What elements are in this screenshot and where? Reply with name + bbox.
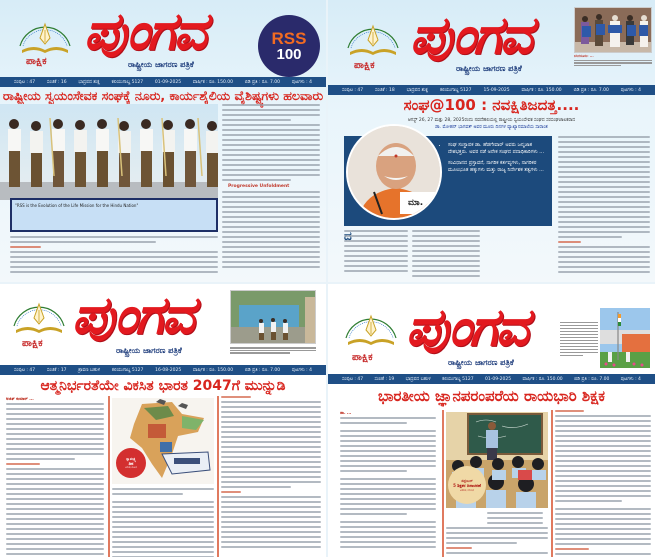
volume: ಸಂಪುಟ : 47	[342, 377, 364, 382]
masthead-tagline: ರಾಷ್ಟ್ರೀಯ ಜಾಗರಣ ಪತ್ರಿಕೆ	[116, 346, 182, 355]
lunar-month: ಭಾದ್ರಪದ ಶುಕ್ಲ	[78, 80, 100, 85]
parade-photo	[0, 104, 218, 200]
lead-headline: ಭಾರತೀಯ ಜ್ಞಾನಪರಂಪರೆಯ ರಾಯಭಾರಿ ಶಿಕ್ಷಕ	[377, 387, 606, 405]
text-column-1	[340, 410, 436, 557]
text-column-3	[221, 396, 321, 557]
annual-price: ವಾರ್ಷಿಕ : ರೂ. 150.00	[192, 368, 234, 373]
issue-number: ಸಂಚಿಕೆ : 18	[375, 88, 395, 93]
photo-caption-box	[10, 198, 218, 232]
issue-info-bar	[0, 77, 326, 87]
india-map-illustration	[112, 398, 214, 484]
byline: ಅಜಿತ್ ಕುಮಾರ್ ...	[6, 396, 34, 401]
teachers-day-badge	[448, 466, 486, 504]
inline-highlight: Progressive Unfoldment	[228, 184, 290, 189]
page-count: ಪುಟಗಳು : 4	[620, 377, 641, 382]
issue-date: 16-08-2025	[155, 367, 182, 373]
lunar-month: ಶ್ರಾವಣ ಬಹುಳ	[78, 368, 101, 373]
issue-number: ಸಂಚಿಕೆ : 17	[46, 368, 67, 373]
badge-line-1: ಸೆಪ್ಟೆಂಬರ್	[461, 478, 473, 483]
nameplate-text: ಮಾ.	[408, 198, 424, 208]
lead-headline: ಸಂಘ@100 : ನವಕ್ಷಿತಿಜದತ್ತ....	[403, 96, 580, 114]
teaser-photo	[574, 7, 652, 53]
single-copy-price: ಬಿಡಿ ಪ್ರತಿ : ರೂ. 7.00	[574, 377, 610, 382]
page-count: ಪುಟಗಳು : 4	[620, 88, 641, 93]
independence-day-badge	[116, 448, 146, 478]
masthead-title: ಪುಂಗವ	[410, 5, 531, 66]
pen-book-logo-icon	[14, 12, 76, 58]
page-count: ಪುಟಗಳು : 4	[291, 368, 312, 373]
newspaper-page-issue-1	[0, 0, 326, 282]
text-column-2	[446, 512, 548, 557]
photo-caption-quote: "RSS is the Evolution of the Life Mission for the Hindu Nation"	[15, 203, 139, 208]
speaker-portrait-photo	[346, 124, 442, 220]
text-column-1	[344, 230, 408, 282]
badge-line-3: ವಿಶೇಷ ಲೇಖನ	[125, 466, 137, 469]
text-column-3	[555, 410, 651, 557]
flag-hoisting-photo	[600, 308, 650, 368]
single-copy-price: ಬಿಡಿ ಪ್ರತಿ : ರೂ. 7.00	[244, 368, 281, 373]
masthead-tagline: ರಾಷ್ಟ್ರೀಯ ಜಾಗರಣ ಪತ್ರಿಕೆ	[448, 358, 514, 367]
issue-info-bar	[0, 365, 326, 375]
issue-info-bar	[328, 85, 655, 95]
issue-date: 15-09-2025	[483, 87, 510, 93]
masthead-title: ಪುಂಗವ	[84, 1, 205, 62]
lead-subline-1: ಆಗಸ್ಟ್ 26, 27 ಮತ್ತು 28, 2025ರಂದು ನವದೆಹಲಿಯಲ್ಲಿ ರಾಷ್ಟ್ರೀಯ ಸ್ವಯಂಸೇವಕ ಸಂಘದ ಸರಸಂಘಚಾಲಕರಾದ	[407, 118, 576, 123]
lead-subline-2: ಡಾ. ಮೋಹನ್ ಭಾಗವತ್ ಅವರ ಮೂರು ದಿನಗಳ ವ್ಯಾಖ್ಯಾನಮಾಲೆಯ ಸಾರಾಂಶ	[435, 125, 548, 130]
right-text-column	[222, 104, 320, 280]
key-point-1: • ಸಂಘ ಸಂಸ್ಥಾಪಕ ಡಾ. ಹೆಡಗೇವಾರ್ ಅವರು ಜನ್ಮಜಾತ ದೇಶಭಕ್ತರು. ಅವರ ನಡೆ ಅನೇಕ ಸಂಘದ ಪದಾಧಿಕಾರಿಗಳು ...	[448, 142, 546, 156]
column-divider	[108, 396, 110, 557]
byline: ಡಾ. ...	[340, 410, 352, 415]
periodical-label: ಪಾಕ್ಷಿಕ	[352, 352, 373, 363]
text-column-3	[558, 136, 650, 282]
badge-line-2: ದಿನ	[128, 461, 134, 466]
single-copy-price: ಬಿಡಿ ಪ್ರತಿ : ರೂ. 7.00	[244, 80, 281, 85]
badge-line-1: ಸ್ವಾತಂತ್ರ್ಯ	[126, 457, 136, 461]
text-column-1	[6, 396, 104, 557]
teaser-caption	[560, 320, 598, 358]
text-column-2	[412, 230, 480, 282]
newspaper-page-issue-4	[328, 284, 655, 557]
badge-line-2: 5 ಶಿಕ್ಷಕರ ದಿನಾಚರಣೆ	[453, 482, 481, 488]
rss100-badge	[258, 15, 320, 77]
lead-headline: ಆತ್ಮನಿರ್ಭರತೆಯೇ ವಿಕಸಿತ ಭಾರತ 2047ಗೆ ಮುನ್ನುಡಿ	[40, 378, 286, 394]
issue-info-bar	[328, 374, 655, 384]
issue-number: ಸಂಚಿಕೆ : 19	[374, 377, 395, 382]
bottom-text-block	[10, 236, 218, 280]
teaser-caption-text: ಬೆಂಗಳೂರು: ...	[574, 54, 594, 58]
rss-badge-top: RSS	[271, 28, 307, 48]
periodical-label: ಪಾಕ್ಷಿಕ	[22, 338, 43, 349]
teaser-caption	[574, 54, 652, 67]
column-divider	[442, 410, 444, 557]
annual-price: ವಾರ್ಷಿಕ : ರೂ. 150.00	[521, 88, 562, 93]
annual-price: ವಾರ್ಷಿಕ : ರೂ. 150.00	[522, 377, 563, 382]
masthead	[0, 0, 326, 74]
teaser-photo	[230, 290, 316, 344]
pen-book-logo-icon	[8, 292, 70, 338]
classroom-photo	[446, 412, 548, 508]
era-year: ಕಲಿಯುಗಾಬ್ದ 5127	[111, 80, 144, 85]
newspaper-page-issue-3	[0, 284, 326, 557]
column-divider	[551, 410, 553, 557]
lunar-month: ಭಾದ್ರಪದ ಶುಕ್ಲ	[406, 88, 429, 93]
column-divider	[217, 396, 219, 557]
issue-date: 01-09-2025	[484, 376, 512, 382]
pen-book-logo-icon	[342, 14, 404, 60]
issue-date: 01-09-2025	[154, 79, 182, 85]
annual-price: ವಾರ್ಷಿಕ : ರೂ. 150.00	[192, 80, 233, 85]
pen-book-logo-icon	[340, 304, 402, 350]
masthead-tagline: ರಾಷ್ಟ್ರೀಯ ಜಾಗರಣ ಪತ್ರಿಕೆ	[128, 60, 194, 69]
text-column-2	[112, 488, 214, 557]
lead-headline: ರಾಷ್ಟ್ರೀಯ ಸ್ವಯಂಸೇವಕ ಸಂಘಕ್ಕೆ ನೂರು, ಕಾರ್ಯಶೈಲಿಯ ವೈಶಿಷ್ಟ್ಯಗಳು ಹಲವಾರು	[2, 88, 324, 103]
periodical-label: ಪಾಕ್ಷಿಕ	[354, 60, 375, 71]
volume: ಸಂಪುಟ : 47	[14, 80, 36, 85]
volume: ಸಂಪುಟ : 47	[14, 368, 36, 373]
single-copy-price: ಬಿಡಿ ಪ್ರತಿ : ರೂ. 7.00	[573, 88, 609, 93]
era-year: ಕಲಿಯುಗಾಬ್ದ 5127	[440, 88, 472, 93]
badge-line-3: ವಿಶೇಷ ಲೇಖನ	[459, 487, 475, 492]
era-year: ಕಲಿಯುಗಾಬ್ದ 5127	[442, 377, 474, 382]
masthead-title: ಪುಂಗವ	[406, 297, 527, 358]
key-point-2: • ಸಂವಿಧಾನದ ಪ್ರಸ್ತಾವನೆ, ನಾಗರಿಕ ಕರ್ತವ್ಯಗಳು, ನಾಗರಿಕರ ಮೂಲಭೂತ ಹಕ್ಕುಗಳು ಮತ್ತು ರಾಜ್ಯ ನಿರ್ದೇಶಕ ತತ್ವಗಳು ...	[448, 160, 546, 174]
rss-badge-bottom: 100	[276, 45, 302, 63]
lunar-month: ಭಾದ್ರಪದ ಬಹುಳ	[405, 377, 431, 382]
page-count: ಪುಟಗಳು : 4	[291, 80, 312, 85]
masthead-tagline: ರಾಷ್ಟ್ರೀಯ ಜಾಗರಣ ಪತ್ರಿಕೆ	[456, 64, 522, 73]
issue-number: ಸಂಚಿಕೆ : 16	[46, 80, 67, 85]
volume: ಸಂಪುಟ : 47	[342, 88, 364, 93]
era-year: ಕಲಿಯುಗಾಬ್ದ 5127	[111, 368, 144, 373]
newspaper-page-issue-2	[328, 0, 655, 282]
masthead-title: ಪುಂಗವ	[72, 285, 193, 346]
periodical-label: ಪಾಕ್ಷಿಕ	[26, 56, 47, 67]
teaser-caption	[230, 346, 316, 355]
